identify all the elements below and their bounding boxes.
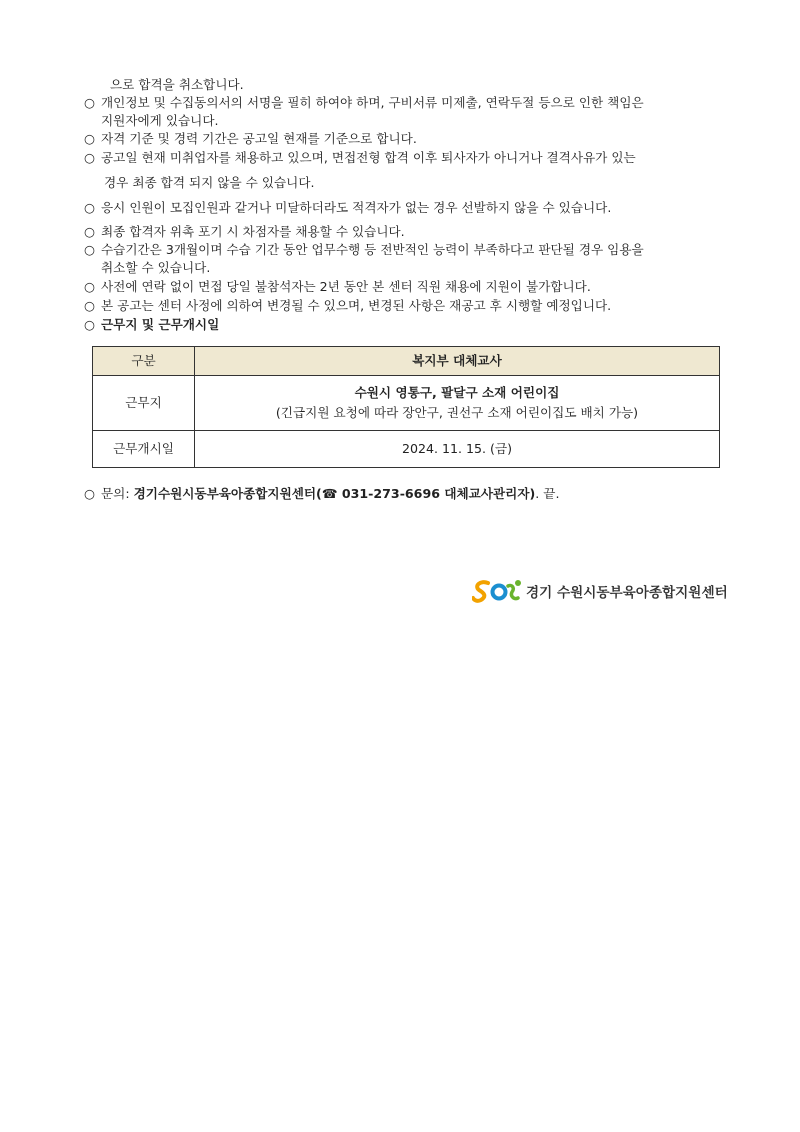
circle-bullet-icon: ○: [84, 224, 95, 239]
text-line: 으로 합격을 취소합니다.: [110, 77, 244, 92]
circle-bullet-icon: ○: [84, 131, 95, 146]
circle-bullet-icon: ○: [84, 298, 95, 313]
bullet-item: [84, 224, 405, 240]
bullet-text: 응시 인원이 모집인원과 같거나 미달하더라도 적격자가 없는 경우 선발하지 않을 수 있습니다.: [101, 200, 612, 215]
bullet-item: [84, 200, 611, 216]
circle-bullet-icon: ○: [84, 279, 95, 294]
contact-prefix: 문의:: [101, 486, 134, 501]
text-line: 취소할 수 있습니다.: [101, 260, 211, 275]
center-logo-icon: [472, 578, 522, 604]
circle-bullet-icon: ○: [84, 150, 95, 165]
circle-bullet-icon: ○: [84, 242, 95, 257]
table-header-cell: 복지부 대체교사: [195, 347, 720, 376]
bullet-text: 최종 합격자 위촉 포기 시 차점자를 채용할 수 있습니다.: [101, 224, 405, 239]
table-header-row: [93, 347, 720, 376]
contact-line: [84, 486, 559, 502]
table-row: [93, 376, 720, 431]
table-row: [93, 431, 720, 468]
center-logo-text: 경기 수원시동부육아종합지원센터: [526, 585, 728, 601]
contact-org: 경기수원시동부육아종합지원센터(☎ 031-273-6696 대체교사관리자): [133, 486, 536, 501]
contact-suffix: . 끝.: [535, 486, 560, 501]
bullet-item: [84, 242, 644, 258]
text-line: 지원자에게 있습니다.: [101, 113, 219, 128]
bullet-text: 공고일 현재 미취업자를 채용하고 있으며, 면접전형 합격 이후 퇴사자가 아니거나 결격사유가 있는: [101, 150, 636, 165]
section-heading-text: 근무지 및 근무개시일: [101, 317, 220, 332]
text-line: 경우 최종 합격 되지 않을 수 있습니다.: [104, 175, 315, 190]
start-date: 2024. 11. 15. (금): [195, 431, 720, 468]
workplace-note: (긴급지원 요청에 따라 장안구, 권선구 소재 어린이집도 배치 가능): [275, 405, 639, 420]
circle-bullet-icon: ○: [84, 486, 95, 501]
circle-bullet-icon: ○: [84, 200, 95, 215]
circle-bullet-icon: ○: [84, 95, 95, 110]
bullet-item: [84, 95, 644, 111]
work-info-table: [92, 346, 720, 468]
bullet-text: 자격 기준 및 경력 기간은 공고일 현재를 기준으로 합니다.: [101, 131, 417, 146]
bullet-text: 수습기간은 3개월이며 수습 기간 동안 업무수행 등 전반적인 능력이 부족하다고 판단될 경우 임용을: [101, 242, 644, 257]
bullet-text: 개인정보 및 수집동의서의 서명을 필히 하여야 하며, 구비서류 미제출, 연락두절 등으로 인한 책임은: [101, 95, 644, 110]
bullet-item: [84, 131, 417, 147]
section-heading: [84, 317, 219, 333]
center-logo: [472, 578, 728, 604]
table-row-label: 근무개시일: [93, 431, 195, 468]
bullet-item: [84, 298, 611, 314]
bullet-item: [84, 279, 591, 295]
table-header-cell: 구분: [93, 347, 195, 376]
bullet-text: 사전에 연락 없이 면접 당일 불참석자는 2년 동안 본 센터 직원 채용에 지원이 불가합니다.: [101, 279, 591, 294]
bullet-item: [84, 150, 636, 166]
bullet-text: 본 공고는 센터 사정에 의하여 변경될 수 있으며, 변경된 사항은 재공고 후 시행할 예정입니다.: [101, 298, 612, 313]
circle-bullet-icon: ○: [84, 317, 95, 332]
table-row-label: 근무지: [93, 376, 195, 431]
table-cell: [195, 376, 720, 431]
workplace-main: 수원시 영통구, 팔달구 소재 어린이집: [354, 385, 560, 400]
